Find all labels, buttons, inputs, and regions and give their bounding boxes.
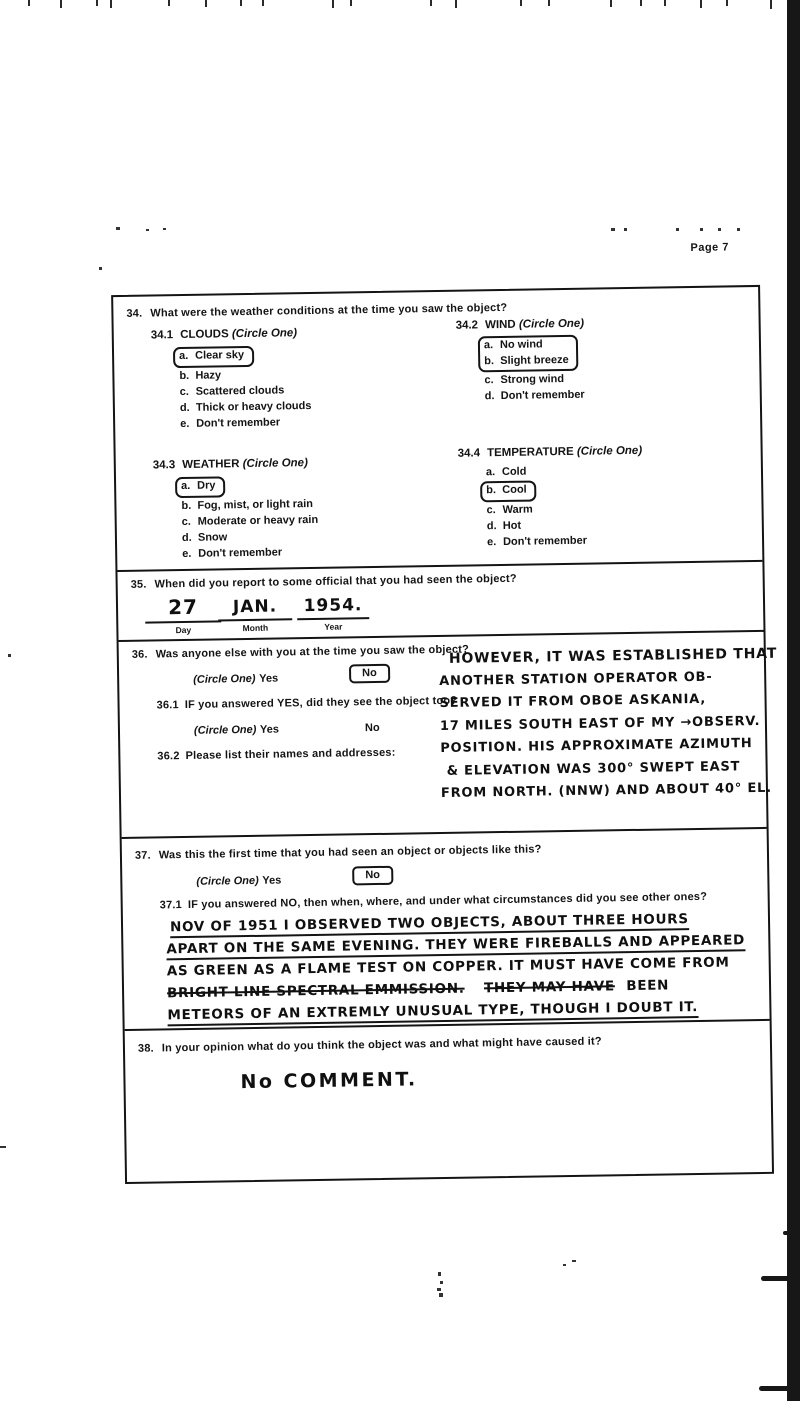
subsection-title: WEATHER	[182, 458, 240, 472]
question-text: When did you report to some official that you had seen the object?	[154, 572, 517, 591]
option-key: a.	[178, 349, 189, 363]
handwritten-text: BEEN	[626, 977, 670, 995]
handwriting-line: METEORS OF AN EXTREMLY UNUSUAL TYPE, THOUGH I DOUBT IT.	[167, 999, 698, 1023]
subsection-number: 34.1	[150, 329, 174, 342]
month-label: Month	[242, 622, 269, 634]
subsection-title: CLOUDS	[180, 328, 229, 342]
yes-option: Yes	[259, 723, 280, 736]
question-number: 37.	[134, 849, 151, 862]
question-36	[132, 644, 469, 661]
handwriting-line: APART ON THE SAME EVENING. THEY WERE FIREBALLS AND APPEARED	[166, 932, 745, 957]
option-key: b.	[486, 484, 497, 497]
subsection-title: WIND	[484, 318, 516, 332]
question-number: 36.	[131, 648, 148, 661]
option-label: Warm	[502, 503, 533, 516]
option-row	[179, 348, 244, 365]
option-label: Hot	[502, 519, 522, 532]
subsection-heading	[456, 318, 585, 332]
option-key: c.	[486, 503, 496, 516]
subsection-number: 34.3	[152, 459, 176, 472]
handwriting-line-struck	[167, 977, 669, 1001]
option-label: Clear sky	[194, 349, 245, 362]
option-label: Scattered clouds	[195, 383, 285, 398]
handwritten-month: JAN.	[218, 596, 292, 621]
question-text: What were the weather conditions at the time you saw the object?	[150, 301, 508, 320]
option-label: Strong wind	[500, 373, 565, 387]
option-key: d.	[179, 401, 190, 414]
section-q37	[122, 827, 770, 1031]
option-row	[484, 371, 585, 389]
question-number: 38.	[137, 1042, 154, 1055]
circle-one-label: (Circle One)	[193, 723, 257, 737]
option-label: Don't remember	[196, 415, 281, 430]
option-row	[182, 511, 319, 529]
question-number: 36.1	[156, 699, 179, 712]
option-label: Slight breeze	[500, 353, 569, 367]
option-label: Don't remember	[198, 545, 283, 560]
questionnaire-box	[111, 285, 778, 1184]
option-label: Don't remember	[500, 388, 585, 403]
no-option-boxed	[349, 664, 390, 684]
option-key: a.	[483, 339, 494, 352]
circle-one-label: (Circle One)	[231, 327, 298, 341]
circle-one-label: (Circle One)	[576, 444, 643, 458]
yes-option: Yes	[259, 672, 279, 685]
option-label: Thick or heavy clouds	[195, 399, 312, 414]
subsection-title: TEMPERATURE	[486, 445, 574, 460]
question-number: 35.	[130, 578, 147, 591]
section-q36	[119, 630, 778, 839]
handwriting-line: NOV OF 1951 I OBSERVED TWO OBJECTS, ABOUT THREE HOURS	[170, 911, 689, 935]
scan-artifact	[0, 1146, 6, 1148]
option-key: d.	[486, 519, 497, 532]
option-row	[182, 543, 319, 561]
circle-one-label: (Circle One)	[196, 874, 259, 888]
section-q35	[117, 560, 763, 642]
subsection-34-3	[153, 457, 319, 562]
options-weather	[181, 474, 319, 562]
option-key: a.	[181, 479, 191, 493]
circle-one-row	[193, 673, 256, 686]
handwriting-line: ANOTHER STATION OPERATOR OB-	[439, 669, 713, 689]
circled-answer	[480, 480, 537, 501]
option-key: b.	[181, 499, 192, 512]
section-q34	[113, 287, 762, 570]
circle-one-label: (Circle One)	[193, 672, 256, 686]
circle-one-row	[194, 724, 257, 737]
subsection-heading	[151, 327, 311, 342]
handwriting-line: & ELEVATION WAS 300° SWEPT EAST	[446, 758, 741, 779]
subsection-34-4	[458, 445, 644, 550]
handwriting-line: SERVED IT FROM OBOE ASKANIA,	[439, 691, 707, 712]
circled-answer: No	[352, 866, 393, 886]
question-36-1	[156, 695, 457, 712]
option-key: d.	[484, 390, 495, 403]
option-row	[485, 387, 586, 405]
option-key: d.	[181, 531, 192, 544]
options-clouds	[179, 344, 312, 432]
option-row	[487, 531, 644, 549]
circle-one-row	[196, 875, 259, 888]
yes-option: Yes	[262, 874, 282, 887]
struck-text: THEY MAY HAVE	[483, 978, 615, 997]
question-text: Please list their names and addresses:	[185, 746, 396, 762]
option-label: Fog, mist, or light rain	[197, 497, 314, 512]
handwritten-day: 27	[145, 594, 221, 623]
option-row	[484, 352, 569, 369]
question-38	[138, 1035, 602, 1054]
scan-artifact	[28, 0, 30, 6]
option-key: b.	[484, 354, 495, 367]
question-37	[135, 843, 542, 861]
handwritten-answer-36	[439, 643, 780, 806]
options-wind	[484, 335, 586, 405]
option-label: Hazy	[195, 368, 222, 382]
circle-one-label: (Circle One)	[518, 317, 585, 331]
year-label: Year	[324, 621, 343, 632]
question-text: Was this the first time that you had seen an object or objects like this?	[158, 843, 542, 862]
option-row	[181, 478, 216, 494]
question-text: IF you answered YES, did they see the object too?	[184, 694, 458, 712]
question-35	[131, 573, 517, 591]
option-key: b.	[179, 369, 190, 382]
option-key: e.	[182, 547, 192, 560]
question-text: Was anyone else with you at the time you saw the object?	[155, 643, 470, 661]
question-text: In your opinion what do you think the object was and what might have caused it?	[161, 1035, 602, 1055]
option-row	[486, 462, 643, 480]
option-key: a.	[485, 466, 496, 479]
subsection-number: 34.4	[457, 447, 481, 460]
handwriting-line: HOWEVER, IT WAS ESTABLISHED THAT	[448, 645, 778, 667]
circled-answer: No	[349, 664, 390, 684]
question-36-2	[157, 747, 395, 763]
day-label: Day	[175, 624, 192, 636]
option-key: c.	[181, 515, 191, 528]
circled-answer	[478, 335, 579, 373]
option-label: Snow	[197, 530, 228, 544]
date-year-field	[297, 595, 370, 632]
no-option-boxed	[352, 866, 393, 886]
subsection-34-1	[151, 327, 312, 432]
option-key: e.	[180, 417, 190, 430]
question-number: 36.2	[157, 750, 180, 763]
option-row	[180, 397, 312, 415]
option-row	[181, 495, 318, 513]
option-label: Don't remember	[502, 534, 588, 548]
question-number: 34.	[126, 307, 143, 320]
handwritten-answer-38: No COMMENT.	[240, 1068, 418, 1094]
option-row	[180, 413, 312, 431]
option-label: Cool	[502, 483, 527, 496]
question-37-1	[160, 891, 708, 912]
option-key: c.	[484, 374, 494, 387]
handwritten-year: 1954.	[297, 595, 369, 620]
no-option: No	[364, 721, 380, 735]
circled-answer	[173, 346, 254, 368]
subsection-34-2	[456, 318, 586, 405]
option-label: Dry	[197, 479, 216, 492]
page-number: Page 7	[690, 241, 730, 255]
handwriting-line: POSITION. HIS APPROXIMATE AZIMUTH	[440, 736, 753, 756]
date-day-field	[145, 594, 222, 635]
options-temperature	[486, 462, 644, 550]
section-q38	[125, 1019, 772, 1184]
option-key: c.	[179, 385, 189, 398]
option-key: e.	[486, 535, 497, 548]
handwriting-line: FROM NORTH. (NNW) AND ABOUT 40° EL.	[440, 780, 773, 801]
struck-text: BRIGHT LINE SPECTRAL EMMISSION.	[166, 980, 465, 1002]
handwriting-line: 17 MILES SOUTH EAST OF MY →OBSERV.	[439, 713, 761, 734]
option-row	[484, 337, 569, 354]
subsection-heading	[458, 445, 643, 460]
circle-one-label: (Circle One)	[242, 457, 308, 471]
date-month-field	[218, 596, 293, 633]
subsection-number: 34.2	[455, 319, 479, 332]
handwriting-line: AS GREEN AS A FLAME TEST ON COPPER. IT MUST HAVE COME FROM	[166, 954, 730, 980]
option-label: Cold	[501, 465, 527, 478]
circled-answer	[175, 476, 226, 497]
subsection-heading	[153, 457, 318, 472]
question-number: 37.1	[159, 899, 183, 912]
question-text: IF you answered NO, then when, where, and under what circumstances did you see other ones?	[187, 890, 708, 911]
option-row	[486, 483, 527, 499]
question-34	[126, 302, 507, 320]
option-label: Moderate or heavy rain	[197, 513, 319, 528]
option-label: No wind	[499, 338, 543, 352]
